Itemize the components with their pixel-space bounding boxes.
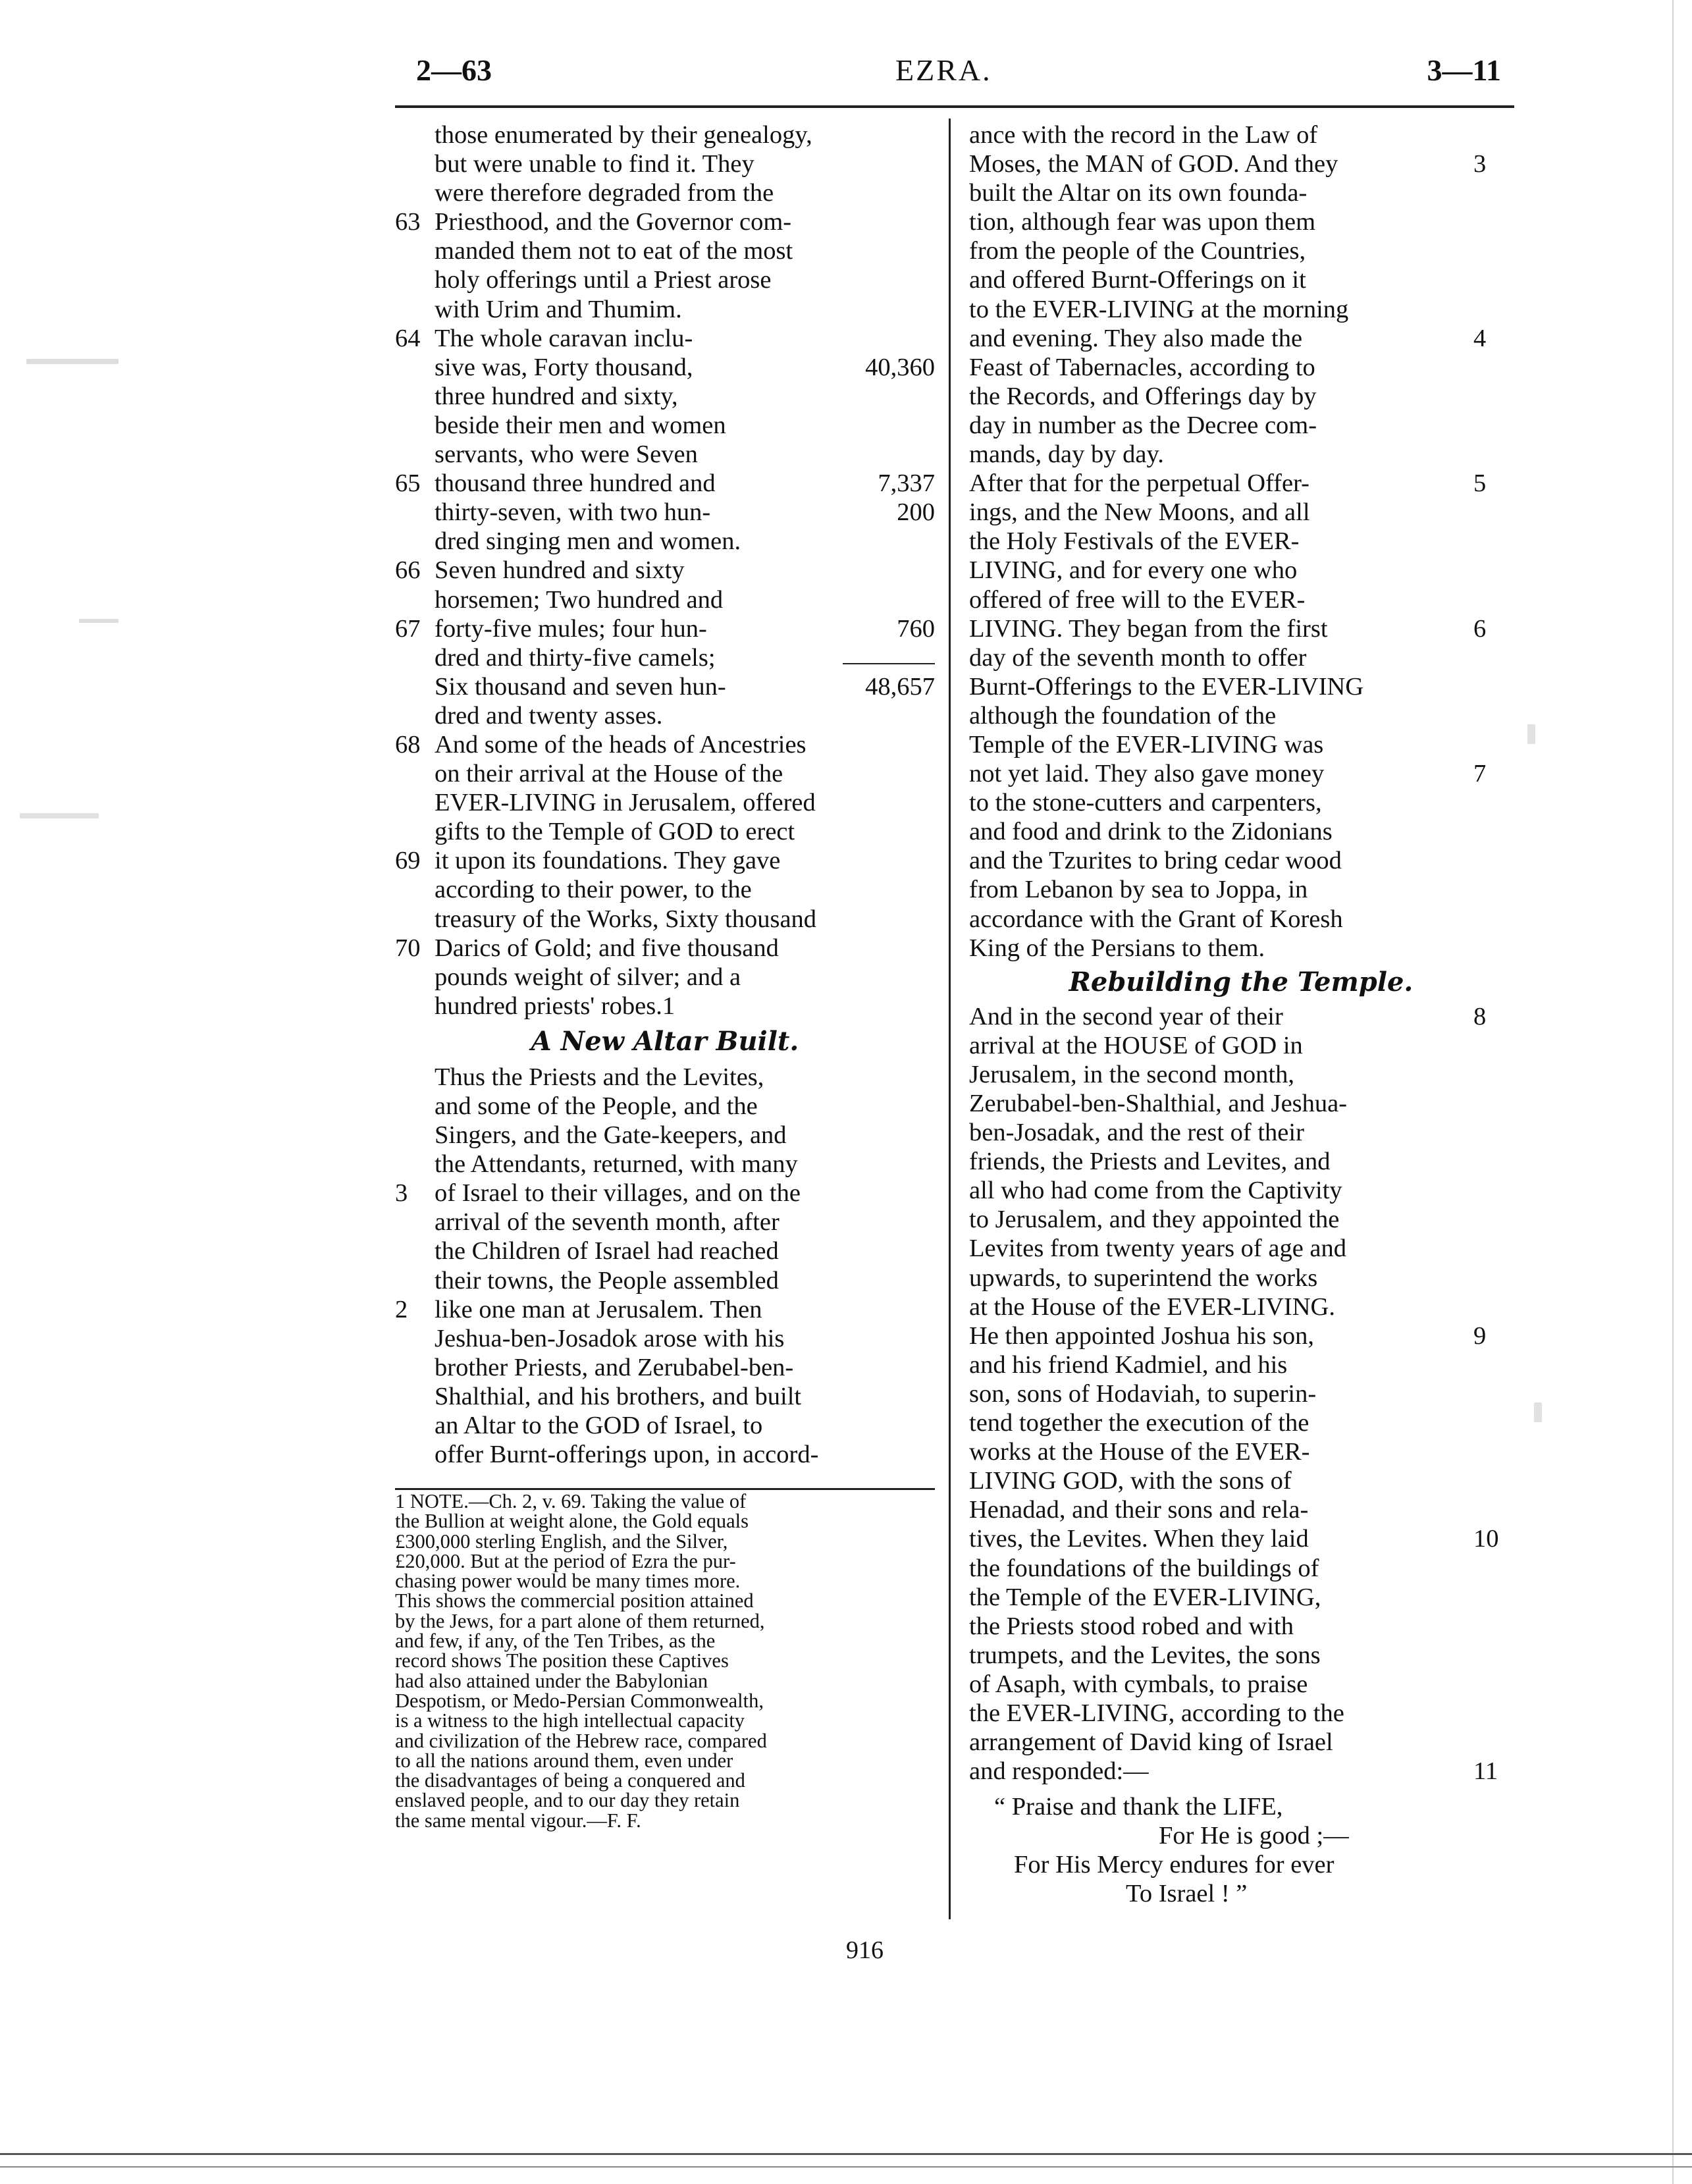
- line-text: the Holy Festivals of the EVER-: [969, 527, 1300, 556]
- text-line: [395, 411, 935, 440]
- text-line: [968, 1264, 1514, 1292]
- right-text-block: [968, 120, 1514, 963]
- verse-number: 10: [1473, 1525, 1499, 1553]
- line-text: day in number as the Decree com-: [969, 411, 1317, 439]
- footnote-line: and civilization of the Hebrew race, compared: [395, 1729, 767, 1752]
- line-text: Burnt-Offerings to the EVER-LIVING: [969, 672, 1364, 701]
- line-text: the Children of Israel had reached: [435, 1237, 779, 1265]
- line-text: ben-Josadak, and the rest of their: [969, 1119, 1304, 1147]
- text-line: [395, 701, 935, 730]
- line-text: horsemen; Two hundred and: [435, 585, 724, 614]
- verse-number: 8: [1473, 1002, 1487, 1030]
- line-text: Henadad, and their sons and rela-: [969, 1496, 1309, 1524]
- line-text: Moses, the MAN of GOD. And they: [969, 150, 1338, 178]
- poem-line: To Israel ! ”: [1126, 1880, 1248, 1908]
- line-text: Zerubabel-ben-Shalthial, and Jeshua-: [969, 1090, 1348, 1117]
- line-text: LIVING GOD, with the sons of: [969, 1467, 1292, 1495]
- verse-number: 70: [395, 934, 421, 962]
- page-bottom-edge: [0, 2166, 1692, 2168]
- text-line: [968, 1118, 1514, 1147]
- line-text: Singers, and the Gate-keepers, and: [435, 1121, 787, 1150]
- text-line: [968, 1060, 1514, 1089]
- text-line: [395, 469, 935, 498]
- line-text: Feast of Tabernacles, according to: [969, 353, 1315, 381]
- text-line: [968, 324, 1514, 353]
- line-text: manded them not to eat of the most: [435, 237, 793, 265]
- text-line: [395, 1295, 935, 1324]
- text-line: [968, 1670, 1514, 1699]
- line-text: tion, although fear was upon them: [969, 208, 1316, 236]
- line-text: Jerusalem, in the second month,: [969, 1060, 1294, 1088]
- text-line: [968, 1147, 1514, 1176]
- text-line: [968, 846, 1514, 875]
- line-text: the foundations of the buildings of: [969, 1554, 1319, 1582]
- text-line: [968, 1641, 1514, 1670]
- text-line: [968, 788, 1514, 817]
- text-line: [395, 265, 935, 294]
- line-text: LIVING, and for every one who: [969, 556, 1298, 585]
- footnote-line: the Bullion at weight alone, the Gold equals: [395, 1510, 749, 1533]
- text-line: [968, 817, 1514, 846]
- text-line: [968, 1466, 1514, 1495]
- footnote-line: to all the nations around them, even under: [395, 1749, 733, 1772]
- text-line: [968, 672, 1514, 701]
- line-text: arrival of the seventh month, after: [435, 1208, 780, 1237]
- line-text: son, sons of Hodaviah, to superin-: [969, 1379, 1317, 1408]
- text-line: [968, 411, 1514, 440]
- text-line: [968, 1554, 1514, 1583]
- line-text: forty-five mules; four hun-: [435, 614, 707, 643]
- text-line: [968, 1350, 1514, 1379]
- figure-value: 760: [897, 614, 935, 643]
- text-line: [395, 207, 935, 236]
- text-line: [395, 236, 935, 265]
- text-line: [395, 1237, 935, 1265]
- line-text: from the people of the Countries,: [969, 237, 1306, 265]
- text-line: [968, 498, 1514, 527]
- text-line: [968, 1699, 1514, 1728]
- verse-number: 65: [395, 469, 421, 498]
- line-text: according to their power, to the: [435, 876, 752, 904]
- line-text: Darics of Gold; and five thousand: [435, 934, 779, 962]
- line-text: Six thousand and seven hun-: [435, 672, 726, 701]
- scan-speck: [79, 619, 119, 623]
- line-text: servants, who were Seven: [435, 440, 698, 469]
- text-line: [395, 672, 935, 701]
- text-line: [968, 905, 1514, 934]
- text-line: [395, 1324, 935, 1353]
- line-text: from Lebanon by sea to Joppa, in: [969, 876, 1308, 904]
- line-text: like one man at Jerusalem. Then: [435, 1295, 762, 1323]
- line-text: mands, day by day.: [969, 440, 1164, 469]
- footnote-line: 1 NOTE.—Ch. 2, v. 69. Taking the value of: [395, 1490, 747, 1512]
- poem-line: “ Praise and thank the LIFE,: [994, 1793, 1283, 1821]
- line-text: Jeshua-ben-Josadok arose with his: [435, 1324, 785, 1352]
- figure-value: 40,360: [865, 353, 935, 381]
- line-text: treasury of the Works, Sixty thousand: [435, 905, 817, 933]
- line-text: brother Priests, and Zerubabel-ben-: [435, 1353, 794, 1381]
- footnote-line: enslaved people, and to our day they retain: [395, 1789, 740, 1812]
- text-line: [395, 1208, 935, 1237]
- verse-number: 5: [1473, 469, 1487, 498]
- text-line: [395, 875, 935, 904]
- text-line: [968, 207, 1514, 236]
- text-line: [395, 324, 935, 353]
- line-text: to Jerusalem, and they appointed the: [969, 1206, 1340, 1234]
- line-text: The whole caravan inclu-: [435, 324, 693, 352]
- line-text: And in the second year of their: [969, 1002, 1283, 1030]
- header-right-reference: 3—11: [1427, 53, 1501, 87]
- text-line: [968, 934, 1514, 963]
- line-text: to the stone-cutters and carpenters,: [969, 789, 1322, 817]
- line-text: and evening. They also made the: [969, 324, 1303, 352]
- line-text: tend together the execution of the: [969, 1409, 1309, 1437]
- footnote-line: Despotism, or Medo-Persian Commonwealth,: [395, 1689, 764, 1712]
- footnote-line: had also attained under the Babylonian: [395, 1669, 708, 1692]
- line-text: arrival at the HOUSE of GOD in: [969, 1031, 1303, 1059]
- line-text: and some of the People, and the: [435, 1092, 758, 1120]
- line-text: the EVER-LIVING, according to the: [969, 1699, 1344, 1727]
- sum-rule: [843, 663, 935, 664]
- line-text: beside their men and women: [435, 411, 726, 439]
- verse-number: 7: [1473, 760, 1487, 788]
- header-book-title: EZRA.: [895, 53, 992, 87]
- line-text: upwards, to superintend the works: [969, 1264, 1318, 1292]
- text-line: [395, 527, 935, 556]
- line-text: He then appointed Joshua his son,: [969, 1321, 1314, 1350]
- line-text: sive was, Forty thousand,: [435, 353, 693, 381]
- text-line: [968, 730, 1514, 759]
- line-text: works at the House of the EVER-: [969, 1438, 1310, 1466]
- text-line: [968, 295, 1514, 324]
- verse-number: 4: [1473, 324, 1487, 352]
- footnote-line: This shows the commercial position attained: [395, 1589, 754, 1612]
- line-text: those enumerated by their genealogy,: [435, 121, 812, 149]
- line-text: And some of the heads of Ancestries: [435, 730, 806, 759]
- line-text: the Records, and Offerings day by: [969, 382, 1317, 410]
- page-bottom-edge: [0, 2153, 1692, 2155]
- text-line: [395, 120, 935, 149]
- right-text-block: [968, 1002, 1514, 1786]
- figure-value: 7,337: [878, 469, 935, 498]
- text-line: [968, 1524, 1514, 1553]
- text-line: [395, 817, 935, 846]
- line-text: an Altar to the GOD of Israel, to: [435, 1412, 763, 1440]
- line-text: King of the Persians to them.: [969, 934, 1265, 962]
- text-line: [968, 469, 1514, 498]
- verse-number: 66: [395, 556, 421, 585]
- text-line: [395, 556, 935, 585]
- text-line: [968, 1408, 1514, 1437]
- text-line: [395, 295, 935, 324]
- running-header: [395, 46, 1514, 92]
- line-text: were therefore degraded from the: [435, 179, 774, 207]
- text-line: [395, 643, 935, 672]
- text-line: [968, 178, 1514, 207]
- line-text: ings, and the New Moons, and all: [969, 498, 1310, 527]
- text-line: [968, 440, 1514, 469]
- line-text: EVER-LIVING in Jerusalem, offered: [435, 789, 816, 817]
- section-heading: A New Altar Built.: [531, 1025, 799, 1057]
- text-line: [968, 1583, 1514, 1612]
- line-text: Temple of the EVER-LIVING was: [969, 730, 1324, 759]
- line-text: Seven hundred and sixty: [435, 556, 685, 585]
- text-line: [395, 1411, 935, 1440]
- header-rule: [395, 105, 1514, 108]
- line-text: not yet laid. They also gave money: [969, 760, 1325, 788]
- line-text: at the House of the EVER-LIVING.: [969, 1292, 1335, 1321]
- scan-speck: [1527, 724, 1535, 744]
- text-line: [968, 643, 1514, 672]
- line-text: of Asaph, with cymbals, to praise: [969, 1670, 1308, 1698]
- line-text: and food and drink to the Zidonians: [969, 818, 1333, 846]
- line-text: dred and thirty-five camels;: [435, 643, 716, 672]
- verse-number: 63: [395, 208, 421, 236]
- text-line: [968, 759, 1514, 788]
- line-text: and offered Burnt-Offerings on it: [969, 266, 1306, 294]
- text-line: [395, 1063, 935, 1092]
- footnote-line: the same mental vigour.—F. F.: [395, 1809, 641, 1832]
- page-edge: [1672, 0, 1674, 2184]
- text-line: [395, 178, 935, 207]
- line-text: dred singing men and women.: [435, 527, 741, 556]
- footnote-line: £300,000 sterling English, and the Silver,: [395, 1530, 728, 1553]
- verse-number: 3: [1473, 150, 1487, 178]
- text-line: [968, 1292, 1514, 1321]
- line-text: of Israel to their villages, and on the: [435, 1179, 801, 1208]
- text-line: [968, 382, 1514, 411]
- figure-value: 200: [897, 498, 935, 527]
- text-line: [395, 614, 935, 643]
- text-line: [968, 1176, 1514, 1205]
- verse-number: 2: [395, 1295, 408, 1323]
- text-line: [395, 934, 935, 963]
- line-text: the Priests stood robed and with: [969, 1612, 1294, 1640]
- footnote-line: £20,000. But at the period of Ezra the pur-: [395, 1549, 736, 1572]
- text-line: [968, 1002, 1514, 1031]
- line-text: hundred priests' robes.1: [435, 992, 675, 1020]
- text-line: [968, 1612, 1514, 1641]
- text-line: [395, 1121, 935, 1150]
- text-line: [968, 1437, 1514, 1466]
- text-line: [968, 1321, 1514, 1350]
- text-line: [395, 963, 935, 992]
- text-line: [968, 1234, 1514, 1263]
- figure-value: 48,657: [865, 672, 935, 701]
- line-text: and responded:—: [969, 1757, 1149, 1786]
- text-line: [395, 1150, 935, 1179]
- poem-line: For His Mercy endures for ever: [1014, 1851, 1335, 1879]
- line-text: on their arrival at the House of the: [435, 760, 783, 788]
- line-text: it upon its foundations. They gave: [435, 847, 781, 875]
- line-text: dred and twenty asses.: [435, 701, 663, 730]
- line-text: their towns, the People assembled: [435, 1266, 779, 1294]
- text-line: [395, 905, 935, 934]
- line-text: Shalthial, and his brothers, and built: [435, 1382, 802, 1410]
- line-text: day of the seventh month to offer: [969, 643, 1307, 672]
- left-text-block: [395, 120, 935, 1021]
- scan-speck: [20, 813, 99, 818]
- footnote-line: chasing power would be many times more.: [395, 1570, 741, 1593]
- verse-number: 9: [1473, 1321, 1487, 1350]
- text-line: [968, 1757, 1514, 1786]
- line-text: arrangement of David king of Israel: [969, 1728, 1333, 1757]
- footnote-line: the disadvantages of being a conquered and: [395, 1769, 745, 1792]
- text-line: [395, 730, 935, 759]
- line-text: gifts to the Temple of GOD to erect: [435, 818, 795, 846]
- line-text: Thus the Priests and the Levites,: [435, 1063, 764, 1091]
- text-line: [968, 120, 1514, 149]
- verse-number: 68: [395, 730, 421, 759]
- footnote-line: record shows The position these Captives: [395, 1649, 729, 1672]
- footnote-line: and few, if any, of the Ten Tribes, as the: [395, 1630, 716, 1653]
- line-text: accordance with the Grant of Koresh: [969, 905, 1343, 933]
- line-text: Priesthood, and the Governor com-: [435, 208, 792, 236]
- line-text: the Temple of the EVER-LIVING,: [969, 1583, 1321, 1611]
- text-line: [395, 788, 935, 817]
- left-text-block: [395, 1063, 935, 1469]
- text-line: [968, 614, 1514, 643]
- verse-number: 69: [395, 847, 421, 875]
- text-line: [968, 701, 1514, 730]
- text-line: [395, 1266, 935, 1295]
- line-text: LIVING. They began from the first: [969, 614, 1328, 643]
- poem: [968, 1792, 1514, 1908]
- line-text: all who had come from the Captivity: [969, 1177, 1342, 1205]
- line-text: to the EVER-LIVING at the morning: [969, 295, 1349, 323]
- line-text: After that for the perpetual Offer-: [969, 469, 1309, 498]
- poem-line: For He is good ;—: [1159, 1822, 1349, 1850]
- verse-number: 11: [1473, 1757, 1498, 1786]
- scan-speck: [26, 359, 119, 364]
- footnote-line: by the Jews, for a part alone of them returned,: [395, 1609, 765, 1632]
- text-line: [968, 236, 1514, 265]
- text-line: [968, 149, 1514, 178]
- line-text: Levites from twenty years of age and: [969, 1235, 1347, 1263]
- line-text: with Urim and Thumim.: [435, 295, 682, 323]
- line-text: and the Tzurites to bring cedar wood: [969, 847, 1342, 875]
- line-text: thousand three hundred and: [435, 469, 716, 498]
- text-line: [395, 1179, 935, 1208]
- text-line: [968, 1089, 1514, 1118]
- verse-number: 3: [395, 1179, 408, 1208]
- line-text: ance with the record in the Law of: [969, 121, 1318, 149]
- verse-number: 6: [1473, 614, 1487, 643]
- line-text: three hundred and sixty,: [435, 382, 678, 410]
- scan-speck: [1534, 1402, 1542, 1422]
- right-column: [968, 120, 1514, 1786]
- line-text: although the foundation of the: [969, 701, 1277, 730]
- line-text: the Attendants, returned, with many: [435, 1150, 798, 1179]
- text-line: [968, 556, 1514, 585]
- text-line: [968, 1031, 1514, 1060]
- section-heading: Rebuilding the Temple.: [1069, 966, 1414, 998]
- text-line: [395, 1353, 935, 1382]
- footnote-line: is a witness to the high intellectual capacity: [395, 1709, 745, 1732]
- footnote: [395, 1491, 935, 1830]
- text-line: [395, 1092, 935, 1121]
- text-line: [395, 149, 935, 178]
- line-text: but were unable to find it. They: [435, 150, 754, 178]
- text-line: [395, 498, 935, 527]
- verse-number: 67: [395, 614, 421, 643]
- line-text: friends, the Priests and Levites, and: [969, 1148, 1331, 1176]
- text-line: [395, 846, 935, 875]
- text-line: [968, 1205, 1514, 1234]
- header-left-reference: 2—63: [416, 53, 492, 87]
- page-number: 916: [846, 1936, 884, 1964]
- text-line: [395, 382, 935, 411]
- line-text: built the Altar on its own founda-: [969, 179, 1308, 207]
- text-line: [395, 759, 935, 788]
- line-text: holy offerings until a Priest arose: [435, 266, 772, 294]
- text-line: [968, 1495, 1514, 1524]
- verse-number: 64: [395, 324, 421, 352]
- text-line: [968, 527, 1514, 556]
- text-line: [968, 1728, 1514, 1757]
- line-text: trumpets, and the Levites, the sons: [969, 1641, 1321, 1669]
- text-line: [968, 585, 1514, 614]
- text-line: [395, 585, 935, 614]
- left-column: [395, 120, 935, 1469]
- text-line: [395, 1382, 935, 1411]
- text-line: [968, 353, 1514, 382]
- line-text: offered of free will to the EVER-: [969, 585, 1306, 614]
- line-text: tives, the Levites. When they laid: [969, 1525, 1309, 1553]
- line-text: pounds weight of silver; and a: [435, 963, 741, 991]
- line-text: and his friend Kadmiel, and his: [969, 1350, 1288, 1379]
- text-line: [968, 265, 1514, 294]
- text-line: [395, 440, 935, 469]
- text-line: [395, 992, 935, 1021]
- column-divider: [949, 119, 951, 1919]
- line-text: thirty-seven, with two hun-: [435, 498, 711, 527]
- text-line: [968, 1379, 1514, 1408]
- text-line: [395, 1440, 935, 1469]
- line-text: offer Burnt-offerings upon, in accord-: [435, 1441, 819, 1469]
- text-line: [395, 353, 935, 382]
- text-line: [968, 875, 1514, 904]
